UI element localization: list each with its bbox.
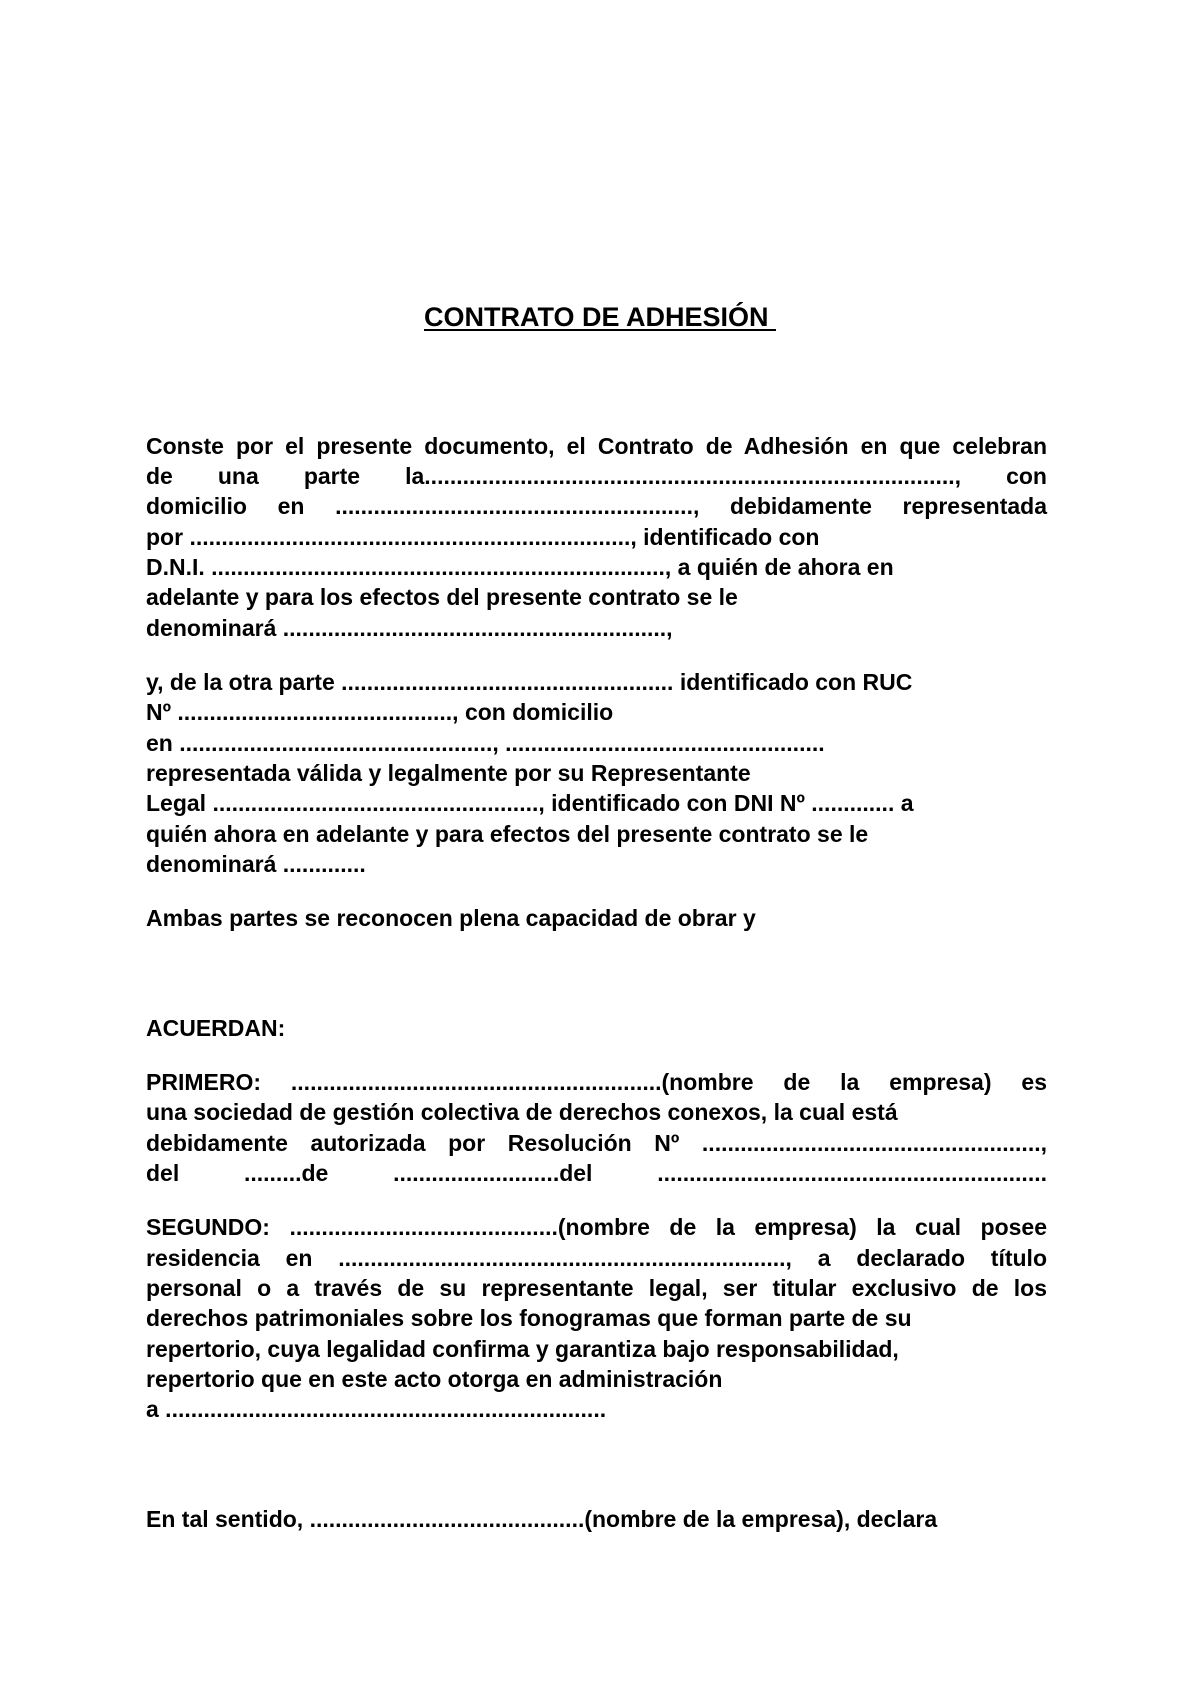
clause-line: derechos patrimoniales sobre los fonogramas que forman parte de su bbox=[146, 1305, 912, 1331]
paragraph-line: de una parte la..................................................................................., con bbox=[146, 463, 1047, 489]
paragraph-line: representada válida y legalmente por su Representante bbox=[146, 760, 751, 786]
paragraph-line: en ................................................., .................................................. bbox=[146, 730, 825, 756]
clause-line: repertorio, cuya legalidad confirma y garantiza bajo responsabilidad, bbox=[146, 1336, 899, 1362]
paragraph-line: Conste por el presente documento, el Contrato de Adhesión en que celebran bbox=[146, 433, 1047, 459]
paragraph-line: Ambas partes se reconocen plena capacidad de obrar y bbox=[146, 905, 756, 931]
clause-line: PRIMERO: ..........................................................(nombre de la empresa) es bbox=[146, 1069, 1047, 1095]
paragraph-line: denominará ............. bbox=[146, 851, 366, 877]
paragraph-line: por ....................................................................., identificado con bbox=[146, 524, 820, 550]
clause-line: una sociedad de gestión colectiva de derechos conexos, la cual está bbox=[146, 1099, 898, 1125]
paragraph-line: denominará ............................................................, bbox=[146, 615, 673, 641]
paragraph-line: y, de la otra parte .................................................... identificado con RUC bbox=[146, 669, 913, 695]
paragraph-line: Nº ..........................................., con domicilio bbox=[146, 699, 614, 725]
clause-line: residencia en ......................................................................, a declarado título bbox=[146, 1245, 1047, 1271]
section-heading: ACUERDAN: bbox=[146, 1015, 286, 1041]
closing-line: En tal sentido, ...........................................(nombre de la empresa), declara bbox=[146, 1506, 938, 1532]
clause-line: debidamente autorizada por Resolución Nº ....................................................., bbox=[146, 1130, 1047, 1156]
paragraph-line: adelante y para los efectos del presente contrato se le bbox=[146, 584, 738, 610]
clause-line: del .........de ..........................del ............................................................. bbox=[146, 1160, 1047, 1186]
paragraph-line: Legal ..................................................., identificado con DNI Nº ............. a bbox=[146, 790, 914, 816]
clause-line: personal o a través de su representante legal, ser titular exclusivo de los bbox=[146, 1275, 1047, 1301]
clause-line: a ..................................................................... bbox=[146, 1396, 607, 1422]
document-title: CONTRATO DE ADHESIÓN bbox=[423, 302, 776, 332]
clause-line: SEGUNDO: ..........................................(nombre de la empresa) la cual posee bbox=[146, 1214, 1047, 1240]
paragraph-line: quién ahora en adelante y para efectos del presente contrato se le bbox=[146, 821, 869, 847]
paragraph-line: domicilio en ........................................................, debidamente representada bbox=[146, 493, 1047, 519]
clause-line: repertorio que en este acto otorga en administración bbox=[146, 1366, 723, 1392]
paragraph-line: D.N.I. ......................................................................., a quién de ahora en bbox=[146, 554, 894, 580]
